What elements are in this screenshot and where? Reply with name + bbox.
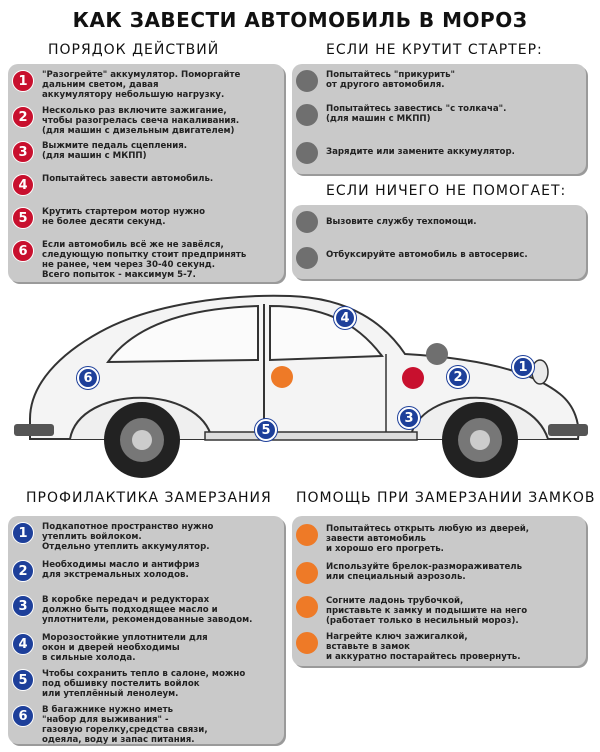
- starter-text: Попытайтесь завестись "с толкача". (для машин с МКПП): [326, 104, 507, 124]
- prevention-text: В багажнике нужно иметь "набор для выживания" - газовую горелку,средства связи, одеяла, воду и запас питания.: [42, 705, 208, 745]
- starter-marker: [426, 343, 448, 365]
- nothing-heading: ЕСЛИ НИЧЕГО НЕ ПОМОГАЕТ:: [326, 183, 567, 199]
- nothing-panel: [292, 205, 586, 279]
- locks-item: [296, 632, 521, 662]
- prevention-number: 5: [12, 669, 34, 691]
- starter-item: [296, 70, 455, 92]
- prevention-marker: 4: [334, 307, 356, 329]
- prevention-item: [12, 633, 208, 663]
- bullet-dot: [296, 562, 318, 584]
- starter-text: Попытайтесь "прикурить" от другого автомобиля.: [326, 70, 456, 90]
- prevention-marker: 1: [512, 356, 534, 378]
- prevention-marker: 2: [447, 366, 469, 388]
- starter-heading: ЕСЛИ НЕ КРУТИТ СТАРТЕР:: [326, 42, 543, 58]
- step-marker: [402, 367, 424, 389]
- locks-item: [296, 596, 527, 626]
- bullet-dot: [296, 632, 318, 654]
- prevention-number: 6: [12, 705, 34, 727]
- prevention-heading: ПРОФИЛАКТИКА ЗАМЕРЗАНИЯ: [26, 490, 272, 506]
- prevention-number: 1: [12, 522, 34, 544]
- step-item: [12, 207, 205, 229]
- prevention-item: [12, 669, 245, 699]
- step-text: "Разогрейте" аккумулятор. Поморгайте дальним светом, давая аккумулятору небольшую нагрузку.: [42, 70, 241, 100]
- bullet-dot: [296, 247, 318, 269]
- prevention-text: Подкапотное пространство нужно утеплить войлоком. Отдельно утеплить аккумулятор.: [42, 522, 214, 552]
- prevention-number: 3: [12, 595, 34, 617]
- locks-text: Используйте брелок-размораживатель или специальный аэрозоль.: [326, 562, 523, 582]
- prevention-text: Необходимы масло и антифриз для экстремальных холодов.: [42, 560, 200, 580]
- step-item: [12, 240, 246, 280]
- nothing-text: Отбуксируйте автомобиль в автосервис.: [326, 250, 528, 260]
- step-number: 6: [12, 240, 34, 262]
- prevention-text: Морозостойкие уплотнители для окон и дверей необходимы в сильные холода.: [42, 633, 208, 663]
- prevention-marker: 6: [77, 367, 99, 389]
- step-number: 5: [12, 207, 34, 229]
- step-text: Несколько раз включите зажигание, чтобы разогрелась свеча накаливания. (для машин с дизельным двигателем): [42, 106, 240, 136]
- starter-panel: [292, 64, 586, 174]
- locks-heading: ПОМОЩЬ ПРИ ЗАМЕРЗАНИИ ЗАМКОВ: [296, 490, 596, 506]
- prevention-text: В коробке передач и редукторах должно быть подходящее масло и уплотнители, рекомендованные заводом.: [42, 595, 253, 625]
- steps-heading: ПОРЯДОК ДЕЙСТВИЙ: [48, 42, 220, 58]
- bullet-dot: [296, 596, 318, 618]
- locks-text: Нагрейте ключ зажигалкой, вставьте в замок и аккуратно постарайтесь провернуть.: [326, 632, 521, 662]
- prevention-text: Чтобы сохранить тепло в салоне, можно под обшивку постелить войлок или утеплённый ленолеум.: [42, 669, 246, 699]
- prevention-number: 4: [12, 633, 34, 655]
- prevention-panel: [8, 516, 284, 744]
- starter-text: Зарядите или замените аккумулятор.: [326, 147, 515, 157]
- prevention-item: [12, 522, 213, 552]
- step-item: [12, 70, 240, 100]
- prevention-item: [12, 705, 208, 745]
- nothing-item: [296, 211, 477, 233]
- step-number: 4: [12, 174, 34, 196]
- step-number: 3: [12, 141, 34, 163]
- lock-marker: [271, 366, 293, 388]
- step-text: Если автомобиль всё же не завёлся, следующую попытку стоит предпринять не ранее, чем через 30-40 секунд. Всего попыток - максимум 5-7.: [42, 240, 247, 280]
- locks-text: Попытайтесь открыть любую из дверей, завести автомобиль и хорошо его прогреть.: [326, 524, 530, 554]
- steps-panel: [8, 64, 284, 282]
- step-number: 1: [12, 70, 34, 92]
- starter-item: [296, 142, 515, 164]
- starter-item: [296, 104, 506, 126]
- prevention-marker: 3: [398, 407, 420, 429]
- step-item: [12, 141, 187, 163]
- locks-item: [296, 524, 529, 554]
- step-text: Крутить стартером мотор нужно не более десяти секунд.: [42, 207, 205, 227]
- bullet-dot: [296, 70, 318, 92]
- step-item: [12, 174, 213, 196]
- nothing-item: [296, 247, 528, 269]
- step-item: [12, 106, 239, 136]
- nothing-text: Вызовите службу техпомощи.: [326, 217, 477, 227]
- step-text: Выжмите педаль сцепления. (для машин с МКПП): [42, 141, 188, 161]
- bullet-dot: [296, 524, 318, 546]
- locks-item: [296, 562, 522, 584]
- step-number: 2: [12, 106, 34, 128]
- prevention-number: 2: [12, 560, 34, 582]
- bullet-dot: [296, 211, 318, 233]
- prevention-marker: 5: [255, 419, 277, 441]
- bullet-dot: [296, 104, 318, 126]
- locks-text: Согните ладонь трубочкой, приставьте к замку и подышите на него (работает только в несильный мороз).: [326, 596, 528, 626]
- prevention-item: [12, 595, 252, 625]
- bullet-dot: [296, 142, 318, 164]
- locks-panel: [292, 516, 586, 666]
- prevention-item: [12, 560, 200, 582]
- page-title: КАК ЗАВЕСТИ АВТОМОБИЛЬ В МОРОЗ: [72, 8, 528, 32]
- step-text: Попытайтесь завести автомобиль.: [42, 174, 214, 184]
